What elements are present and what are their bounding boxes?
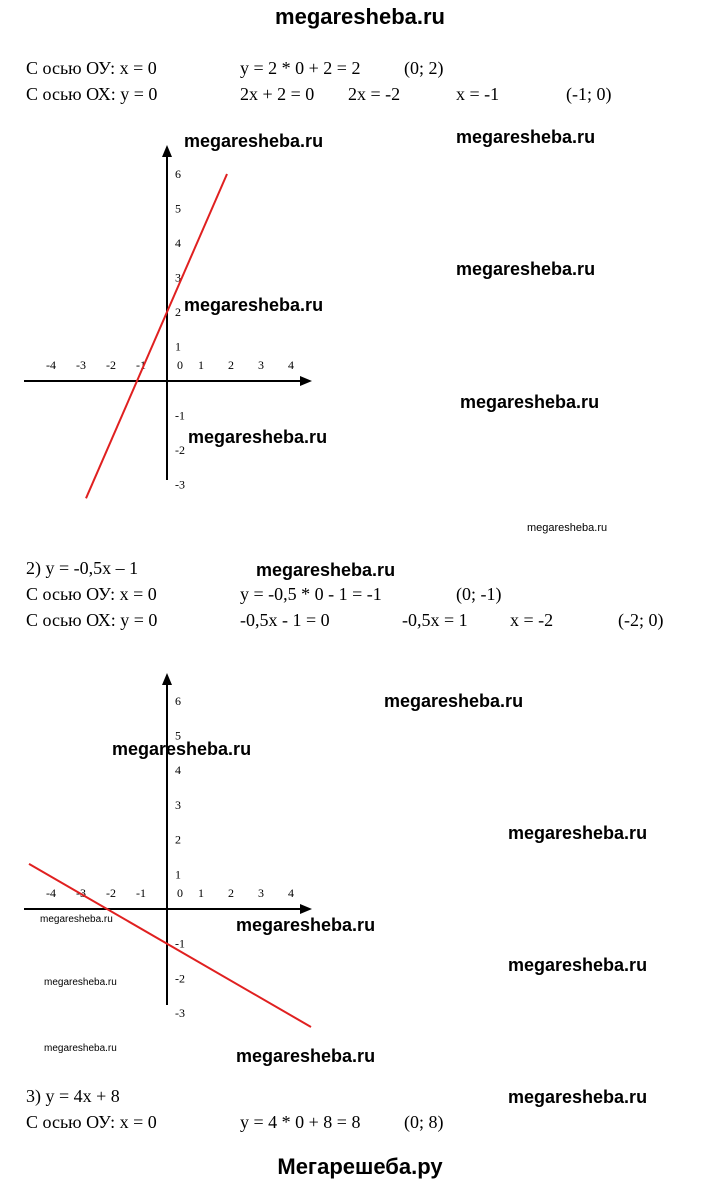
x-tick-label: 0 xyxy=(177,886,183,900)
x-tick-label: 0 xyxy=(177,358,183,372)
site-header: megaresheba.ru xyxy=(275,4,445,29)
part1-ox-label: С осью ОХ: y = 0 xyxy=(26,84,158,104)
x-tick-label: 1 xyxy=(198,358,204,372)
watermark: megaresheba.ru xyxy=(508,955,648,975)
watermark: megaresheba.ru xyxy=(456,259,596,279)
watermark: megaresheba.ru xyxy=(236,1046,376,1066)
x-tick-label: 1 xyxy=(198,886,204,900)
part2-title: 2) y = -0,5x – 1 xyxy=(26,558,139,578)
y-tick-label: -2 xyxy=(175,971,185,986)
part1-oy-point: (0; 2) xyxy=(404,58,444,78)
watermark: megaresheba.ru xyxy=(184,131,324,151)
part3-oy-calc: y = 4 * 0 + 8 = 8 xyxy=(240,1112,361,1132)
part1-ox-point: (-1; 0) xyxy=(566,84,612,104)
watermark: megaresheba.ru xyxy=(40,914,113,925)
y-tick-label: -1 xyxy=(175,408,185,423)
watermark: megaresheba.ru xyxy=(384,691,524,711)
part2-oy-calc: y = -0,5 * 0 - 1 = -1 xyxy=(240,584,382,604)
site-footer: Мегарешеба.ру xyxy=(277,1154,443,1179)
x-tick-label: -3 xyxy=(76,886,86,900)
y-tick-label: 2 xyxy=(175,305,181,319)
watermark: megaresheba.ru xyxy=(188,427,328,447)
watermark: megaresheba.ru xyxy=(44,1043,117,1054)
y-tick-label: 4 xyxy=(175,236,181,250)
part1-ox-eq2: 2x = -2 xyxy=(348,84,401,104)
y-tick-label: 3 xyxy=(175,270,181,285)
x-tick-label: -2 xyxy=(106,886,116,900)
part2-ox-eq1: -0,5x - 1 = 0 xyxy=(240,610,330,630)
part2-ox-eq3: x = -2 xyxy=(510,610,554,630)
x-tick-label: -4 xyxy=(46,886,56,900)
y-tick-label: 5 xyxy=(175,201,181,216)
part2-ox-label: С осью ОХ: y = 0 xyxy=(26,610,158,630)
part1-oy-label: С осью ОУ: x = 0 xyxy=(26,58,157,78)
watermark: megaresheba.ru xyxy=(44,977,117,988)
x-tick-label: -3 xyxy=(76,358,86,372)
y-tick-label: 1 xyxy=(175,339,181,354)
y-axis-arrow xyxy=(162,673,172,685)
part2-ox-eq2: -0,5x = 1 xyxy=(402,610,468,630)
watermark: megaresheba.ru xyxy=(460,392,600,412)
watermark: megaresheba.ru xyxy=(456,127,596,147)
watermark: megaresheba.ru xyxy=(112,739,252,759)
y-tick-label: 6 xyxy=(175,167,181,181)
y-tick-label: 3 xyxy=(175,797,181,812)
x-tick-label: -4 xyxy=(46,358,56,372)
part3-oy-label: С осью ОУ: x = 0 xyxy=(26,1112,157,1132)
x-tick-label: -2 xyxy=(106,358,116,372)
watermark: megaresheba.ru xyxy=(256,560,396,580)
part2-ox-point: (-2; 0) xyxy=(618,610,664,630)
y-tick-label: 1 xyxy=(175,867,181,882)
y-tick-label: 2 xyxy=(175,832,181,847)
x-tick-label: 4 xyxy=(288,886,294,900)
x-tick-label: 3 xyxy=(258,358,264,372)
y-tick-label: -1 xyxy=(175,936,185,951)
x-tick-label: 2 xyxy=(228,886,234,900)
y-tick-label: -3 xyxy=(175,1006,185,1021)
watermark: megaresheba.ru xyxy=(236,915,376,935)
x-tick-label: 4 xyxy=(288,358,294,372)
part1-ox-eq1: 2x + 2 = 0 xyxy=(240,84,315,104)
watermark: megaresheba.ru xyxy=(508,823,648,843)
y-tick-label: -2 xyxy=(175,443,185,457)
y-tick-label: -3 xyxy=(175,477,185,492)
x-tick-label: 2 xyxy=(228,358,234,372)
y-tick-label: 5 xyxy=(175,728,181,743)
part2-oy-label: С осью ОУ: x = 0 xyxy=(26,584,157,604)
part1-oy-calc: y = 2 * 0 + 2 = 2 xyxy=(240,58,361,78)
x-tick-label: -1 xyxy=(136,886,146,900)
watermark: megaresheba.ru xyxy=(508,1087,648,1107)
y-tick-label: 6 xyxy=(175,693,181,708)
x-axis-arrow xyxy=(300,904,312,914)
watermark: megaresheba.ru xyxy=(527,522,608,534)
part2-oy-point: (0; -1) xyxy=(456,584,502,604)
x-tick-label: 3 xyxy=(258,886,264,900)
y-tick-label: 4 xyxy=(175,763,181,778)
part1-ox-eq3: x = -1 xyxy=(456,84,500,104)
x-tick-label: -1 xyxy=(136,358,146,372)
part3-oy-point: (0; 8) xyxy=(404,1112,444,1132)
part3-title: 3) y = 4x + 8 xyxy=(26,1086,120,1106)
series-line xyxy=(29,864,311,1027)
watermark: megaresheba.ru xyxy=(184,295,324,315)
